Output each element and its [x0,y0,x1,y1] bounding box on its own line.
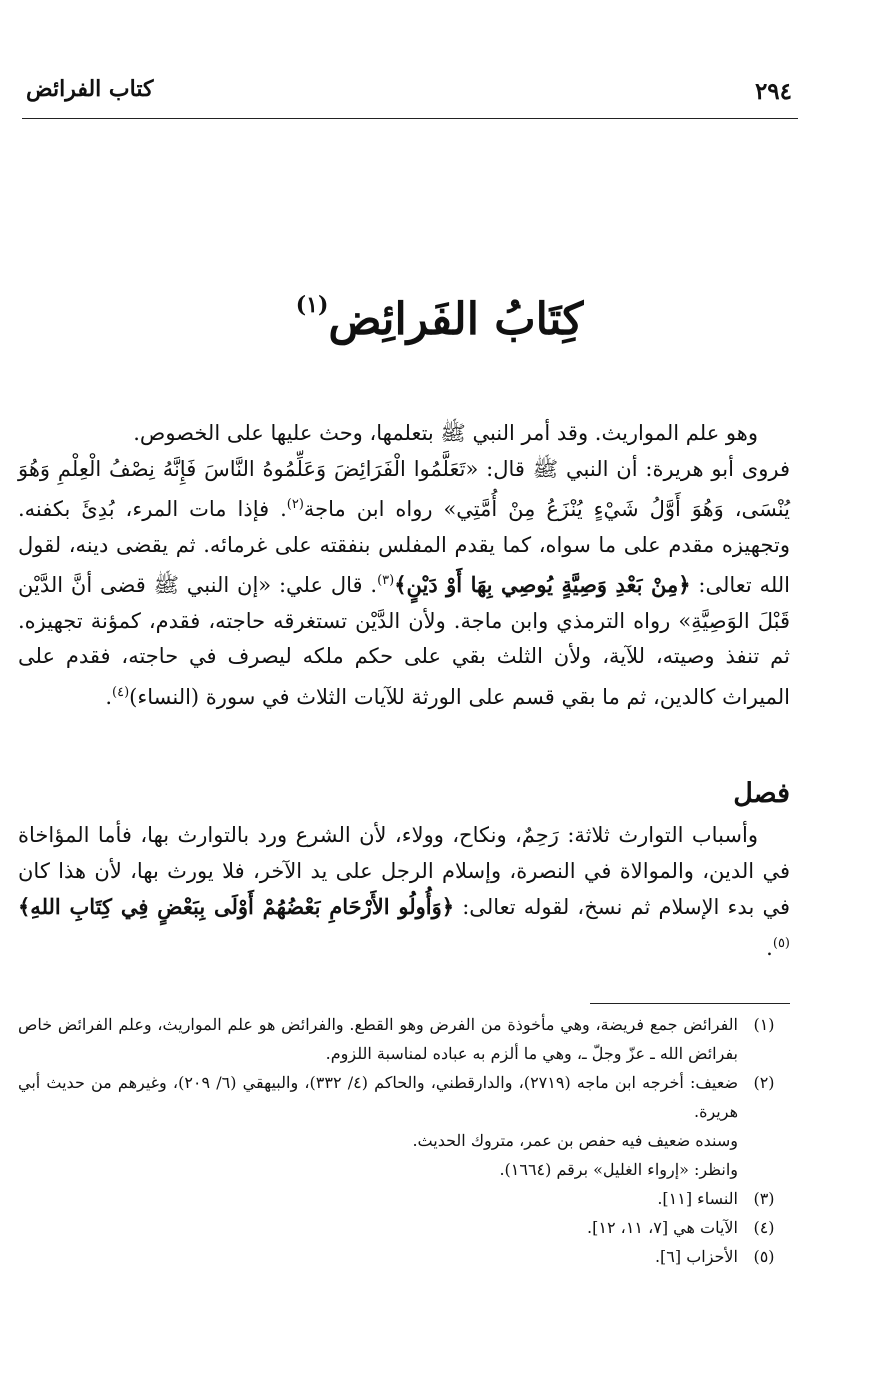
intro-text [18,416,790,715]
note-ref-3: (٣) [377,573,395,588]
section-heading: فصل [733,778,790,809]
section-text-a: وأسباب التوارث ثلاثة: رَحِمٌ، ونكاح، وولاء، لأن الشرع ورد بالتوارث بها، فأما المؤاخاة في الدين، والموالاة في النصرة، وإسلام الرجل على يد الآخر، فلا يورث بها، لأن هذا كان في بدء الإسلام ثم نسخ، لقوله تعالى: [18,823,790,919]
quran-verse-1: ﴿مِنْ بَعْدِ وَصِيَّةٍ يُوصِي بِهَا أَوْ دَيْنٍ﴾ [394,572,691,597]
footnote-1 [18,1010,790,1068]
footnote-number: (٣) [753,1189,775,1208]
note-ref-4: (٤) [112,684,130,700]
running-title: كتاب الفرائض [26,76,154,102]
footnote-text: الفرائض جمع فريضة، وهي مأخوذة من الفرض وهو القطع. والفرائض هو علم المواريث، وعلم الفرائض خاص بفرائض الله ـ عزّ وجلّ ـ، وهي ما ألزم به عباده لمناسبة اللزوم. [18,1015,738,1063]
footnote-4 [18,1213,790,1242]
footnote-divider [590,1003,790,1004]
footnote-text: الآيات هي [٧، ١١، ١٢]. [587,1218,738,1237]
footnote-2-sub-2: وانظر: «إرواء الغليل» برقم (١٦٦٤). [499,1160,738,1179]
note-ref-2: (٢) [286,497,304,512]
intro-paragraph-1: وهو علم المواريث. وقد أمر النبي ﷺ بتعلمها، وحث عليها على الخصوص. [133,421,758,445]
quran-verse-2: ﴿وَأُولُو الأَرْحَامِ بَعْضُهُمْ أَوْلَى بِبَعْضٍ فِي كِتَابِ اللهِ﴾ [18,894,455,919]
note-ref-5: (٥) [772,935,790,951]
page-header [22,68,798,119]
section-end: . [766,935,773,960]
intro-end: . [105,684,113,709]
hadith-text: فروى أبو هريرة: أن النبي ﷺ قال: «تَعَلَّمُوا الْفَرَائِضَ وَعَلِّمُوهُ النَّاسَ فَإِنَّهُ نِصْفُ الْعِلْمِ وَهُوَ يُنْسَى، وَهُوَ أَوَّلُ شَيْءٍ يُنْزَعُ مِنْ أُمَّتِي» رواه ابن ماجة [18,456,790,521]
footnote-number: (٥) [753,1247,775,1266]
footnote-text: النساء [١١]. [657,1189,738,1208]
section-text [18,818,790,966]
intro-paragraph-2 [18,452,790,716]
footnote-2 [18,1068,790,1126]
intro-text-b: . فإذا مات المرء، بُدِئَ بكفنه. وتجهيزه مقدم على ما سواه، كما يقدم المفلس بنفقته على غرمائه. ثم يقضى دينه، لقول الله تعالى: [18,497,791,597]
chapter-title [0,292,879,345]
footnote-text: الأحزاب [٦]. [654,1247,738,1266]
footnote-5 [18,1242,790,1271]
footnotes [18,1010,790,1271]
chapter-title-text: كِتَابُ الفَرائِض [328,294,584,345]
footnote-number: (٢) [753,1073,775,1092]
footnote-2-sub-1: وسنده ضعيف فيه حفص بن عمر، متروك الحديث. [412,1131,738,1150]
footnote-number: (١) [753,1015,775,1034]
intro-text-c: . قال علي: «إن النبي ﷺ قضى أنَّ الدَّيْن قَبْلَ الوَصِيَّةِ» رواه الترمذي وابن ماجة. ولأن الدَّيْن تستغرقه حاجته، فقدم، كمؤنة تجهيزه. ثم تنفذ وصيته، للآية، ولأن الثلث بقي على حكم ملكه ليصرف في حاجته، فقدم على الميراث كالدين، ثم ما بقي قسم على الورثة للآيات الثلاث في سورة (النساء) [18,573,790,709]
chapter-note-ref: (١) [295,292,329,318]
footnote-text: ضعيف: أخرجه ابن ماجه (٢٧١٩)، والدارقطني، والحاكم (٤/ ٣٣٢)، والبيهقي (٦/ ٢٠٩)، وغيرهم من حديث أبي هريرة. [18,1073,739,1121]
footnote-number: (٤) [753,1218,775,1237]
page-number: ٢٩٤ [754,78,792,105]
footnote-3 [18,1184,790,1213]
